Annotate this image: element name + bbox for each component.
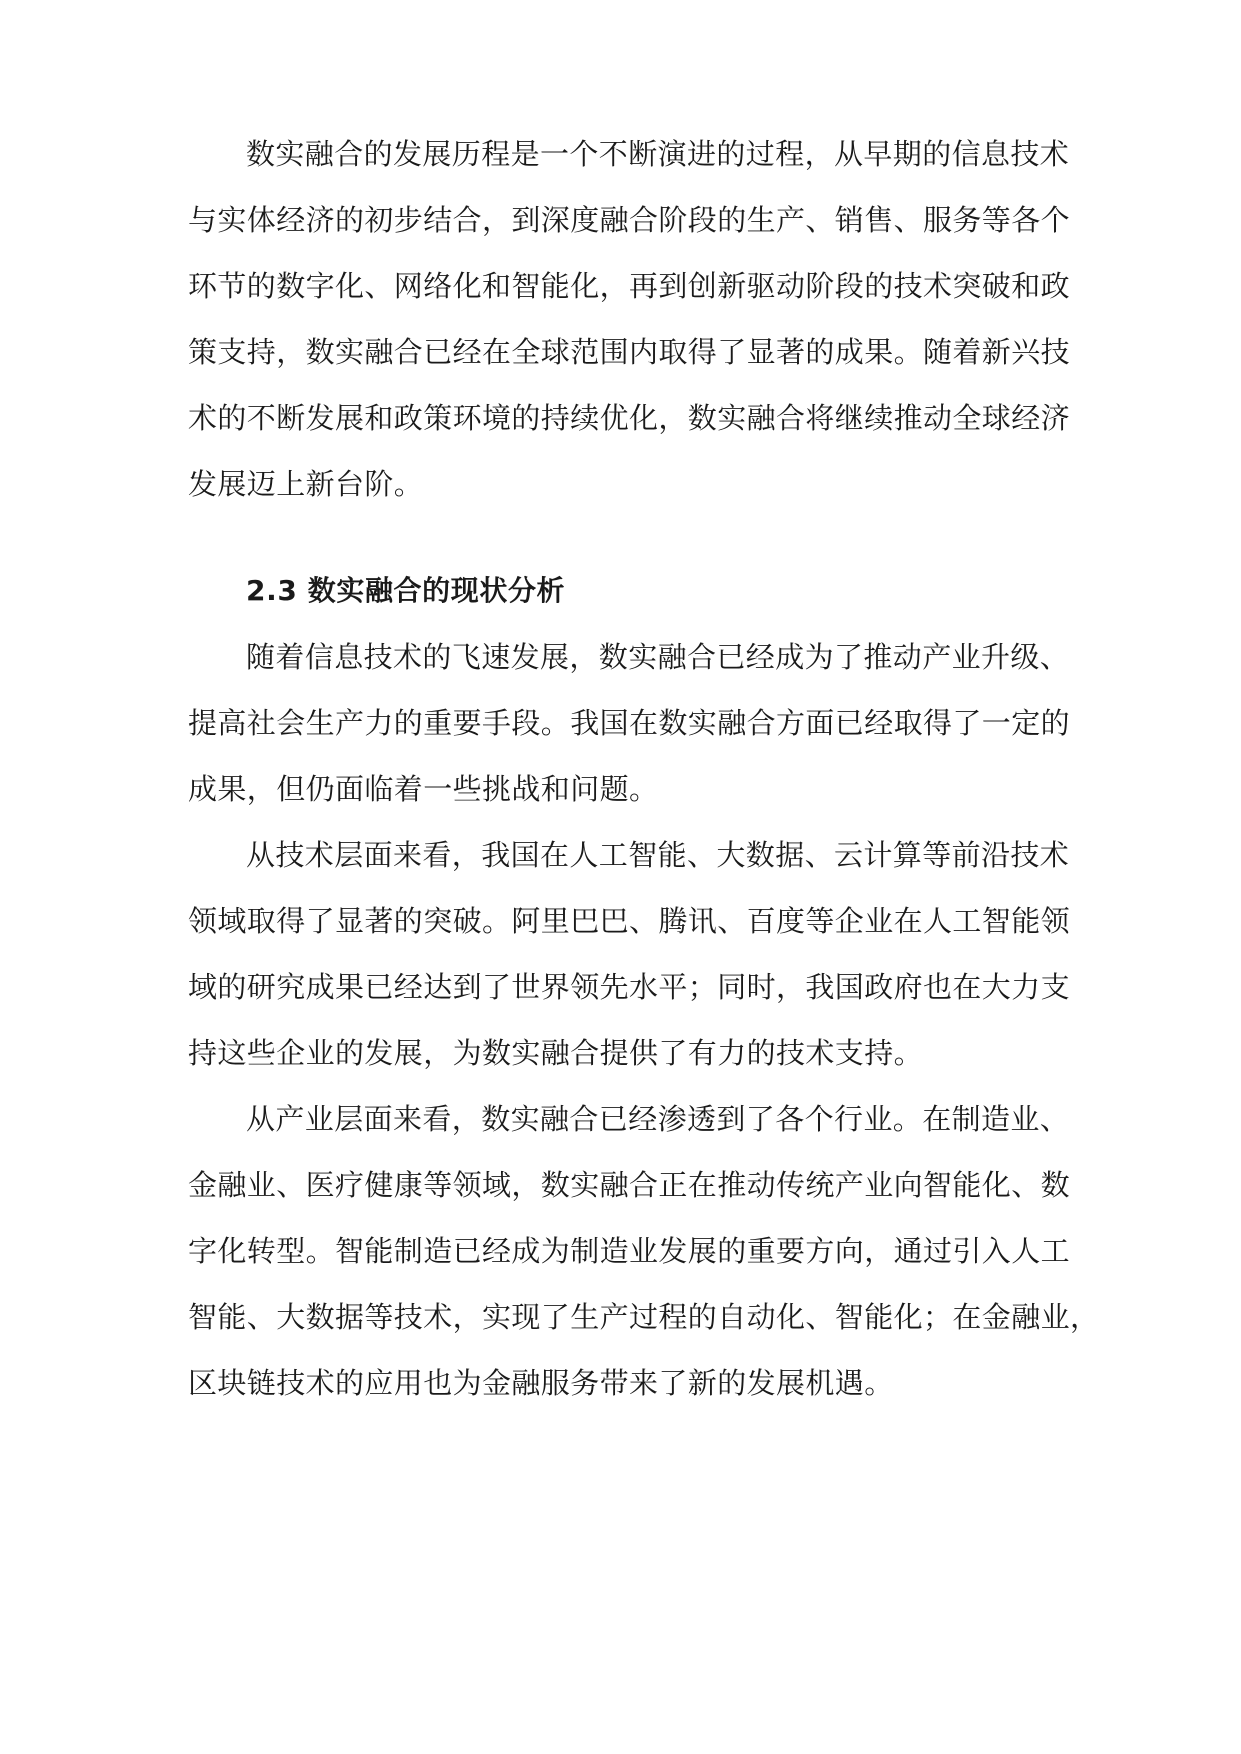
paragraph-1-line-5: 术的不断发展和政策环境的持续优化，数实融合将继续推动全球经济 — [188, 401, 1071, 435]
paragraph-4-line-2: 金融业、医疗健康等领域，数实融合正在推动传统产业向智能化、数 — [188, 1168, 1071, 1202]
paragraph-4-line-1: 从产业层面来看，数实融合已经渗透到了各个行业。在制造业、 — [246, 1102, 1070, 1136]
paragraph-2-line-2: 提高社会生产力的重要手段。我国在数实融合方面已经取得了一定的 — [188, 706, 1071, 740]
paragraph-1-line-4: 策支持，数实融合已经在全球范围内取得了显著的成果。随着新兴技 — [188, 335, 1071, 369]
paragraph-3-line-2: 领域取得了显著的突破。阿里巴巴、腾讯、百度等企业在人工智能领 — [188, 904, 1071, 938]
paragraph-1-line-1: 数实融合的发展历程是一个不断演进的过程，从早期的信息技术 — [246, 137, 1070, 171]
paragraph-1-line-2: 与实体经济的初步结合，到深度融合阶段的生产、销售、服务等各个 — [188, 203, 1071, 237]
paragraph-3-line-1: 从技术层面来看，我国在人工智能、大数据、云计算等前沿技术 — [246, 838, 1070, 872]
paragraph-2-line-1: 随着信息技术的飞速发展，数实融合已经成为了推动产业升级、 — [246, 640, 1070, 674]
paragraph-1-line-3: 环节的数字化、网络化和智能化，再到创新驱动阶段的技术突破和政 — [188, 269, 1071, 303]
paragraph-4-line-5: 区块链技术的应用也为金融服务带来了新的发展机遇。 — [188, 1366, 894, 1400]
paragraph-3-line-3: 域的研究成果已经达到了世界领先水平；同时，我国政府也在大力支 — [188, 970, 1071, 1004]
section-heading: 2.3 数实融合的现状分析 — [246, 574, 566, 607]
paragraph-4-line-3: 字化转型。智能制造已经成为制造业发展的重要方向，通过引入人工 — [188, 1234, 1071, 1268]
paragraph-4-line-4: 智能、大数据等技术，实现了生产过程的自动化、智能化；在金融业， — [188, 1300, 1100, 1334]
paragraph-1-line-6: 发展迈上新台阶。 — [188, 467, 424, 501]
paragraph-3-line-4: 持这些企业的发展，为数实融合提供了有力的技术支持。 — [188, 1036, 924, 1070]
paragraph-2-line-3: 成果，但仍面临着一些挑战和问题。 — [188, 772, 659, 806]
